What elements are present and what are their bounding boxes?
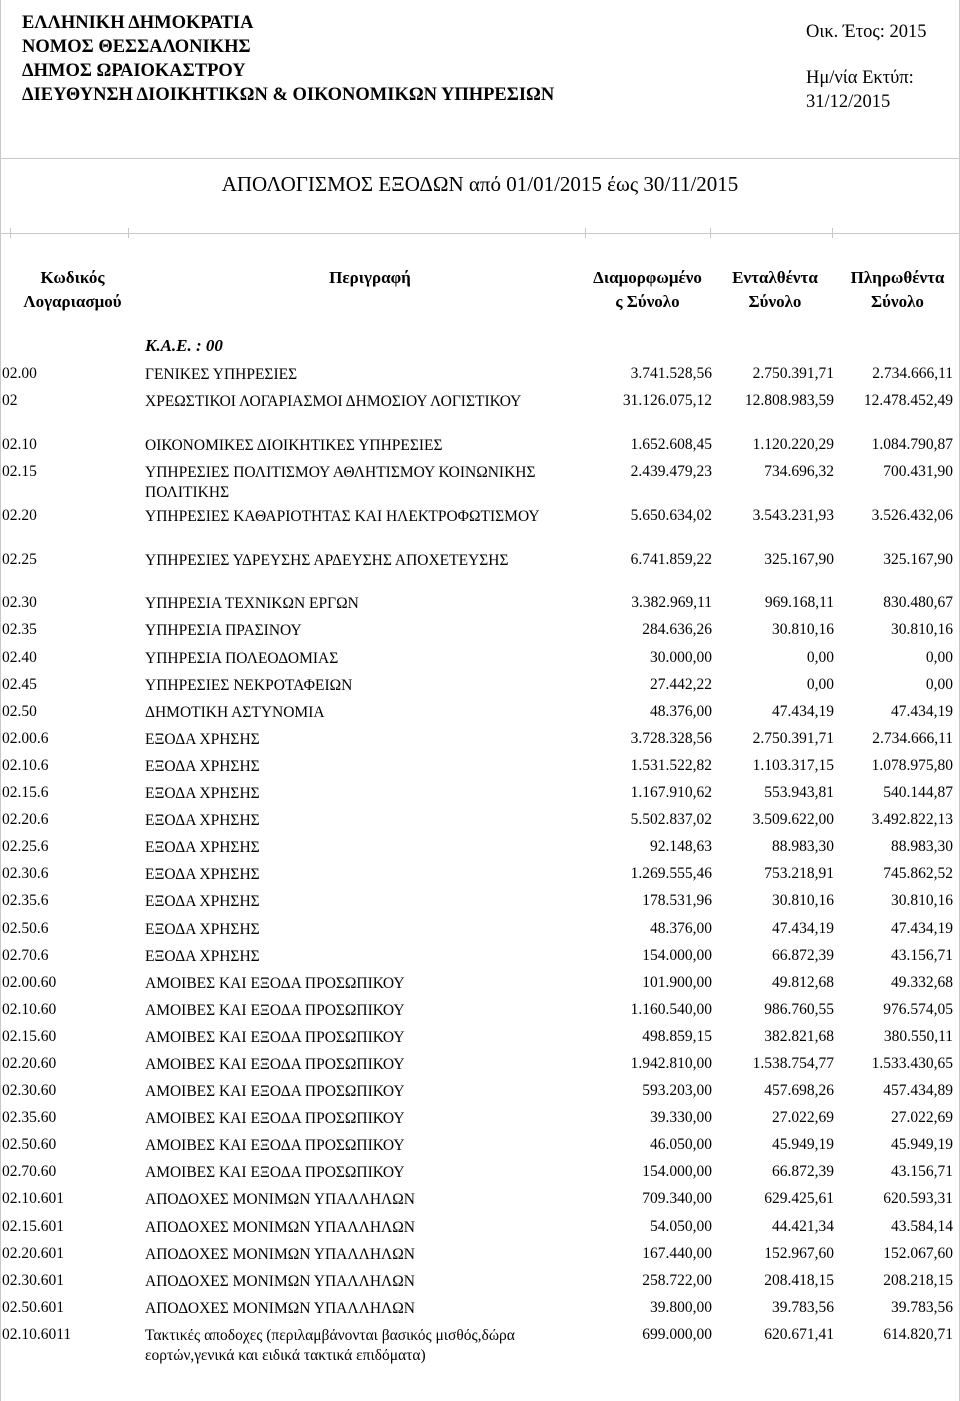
account-description: ΕΞΟΔΑ ΧΡΗΣΗΣ (145, 893, 260, 911)
column-header-shaped (580, 266, 715, 314)
table-row (0, 889, 960, 916)
committed-total: 30.810,16 (772, 621, 834, 639)
account-description: ΕΞΟΔΑ ΧΡΗΣΗΣ (145, 947, 260, 965)
account-code: 02.10.6 (2, 756, 49, 774)
paid-total: 457.434,89 (883, 1082, 953, 1100)
committed-total: 3.543.231,93 (752, 506, 834, 524)
table-row (0, 1269, 960, 1296)
paid-total: 43.584,14 (891, 1217, 953, 1235)
committed-total: 0,00 (806, 675, 834, 693)
account-code: 02.15.60 (2, 1027, 57, 1045)
table-row (0, 591, 960, 618)
shaped-total: 1.652.608,45 (630, 435, 712, 453)
table-row (0, 1242, 960, 1269)
shaped-total: 5.650.634,02 (630, 506, 712, 524)
table-row (0, 808, 960, 835)
shaped-total: 167.440,00 (642, 1244, 712, 1262)
account-code: 02.15.6 (2, 784, 49, 802)
committed-total: 1.120.220,29 (752, 435, 834, 453)
shaped-total: 284.636,26 (642, 621, 712, 639)
committed-total: 47.434,19 (772, 919, 834, 937)
grid-tick (128, 228, 129, 238)
account-code: 02.00.60 (2, 973, 57, 991)
account-code: 02.50 (2, 702, 37, 720)
report-title: ΑΠΟΛΟΓΙΣΜΟΣ ΕΞΟΔΩΝ από 01/01/2015 έως 30/11/2015 (221, 172, 739, 196)
shaped-total: 593.203,00 (642, 1082, 712, 1100)
paid-total: 0,00 (925, 675, 953, 693)
paid-total: 47.434,19 (891, 702, 953, 720)
paid-total: 380.550,11 (883, 1027, 953, 1045)
committed-total: 49.812,68 (772, 973, 834, 991)
table-row (0, 1187, 960, 1214)
paid-total: 620.593,31 (883, 1190, 953, 1208)
issuer-line: ΝΟΜΟΣ ΘΕΣΣΑΛΟΝΙΚΗΣ (22, 37, 251, 57)
committed-total: 1.103.317,15 (752, 756, 834, 774)
shaped-total: 39.800,00 (650, 1298, 712, 1316)
shaped-total: 92.148,63 (650, 838, 712, 856)
shaped-total: 101.900,00 (642, 973, 712, 991)
table-row (0, 971, 960, 998)
shaped-total: 1.942.810,00 (630, 1054, 712, 1072)
account-description: ΔΗΜΟΤΙΚΗ ΑΣΤΥΝΟΜΙΑ (145, 703, 325, 721)
account-code: 02.50.6 (2, 919, 49, 937)
shaped-total: 39.330,00 (650, 1109, 712, 1127)
account-code: 02 (2, 392, 18, 410)
committed-total: 553.943,81 (764, 784, 834, 802)
account-code: 02.20.60 (2, 1054, 57, 1072)
shaped-total: 48.376,00 (650, 919, 712, 937)
shaped-total: 1.160.540,00 (630, 1000, 712, 1018)
account-description: ΑΜΟΙΒΕΣ ΚΑΙ ΕΞΟΔΑ ΠΡΟΣΩΠΙΚΟΥ (145, 1110, 405, 1128)
issuer-line: ΕΛΛΗΝΙΚΗ ΔΗΜΟΚΡΑΤΙΑ (22, 13, 254, 33)
paid-total: 152.067,60 (883, 1244, 953, 1262)
shaped-total: 498.859,15 (642, 1027, 712, 1045)
committed-total: 0,00 (806, 648, 834, 666)
column-header-description (270, 266, 470, 290)
committed-total: 3.509.622,00 (752, 811, 834, 829)
table-row (0, 998, 960, 1025)
account-description: ΕΞΟΔΑ ΧΡΗΣΗΣ (145, 866, 260, 884)
print-date: 31/12/2015 (806, 92, 891, 112)
table-row (0, 944, 960, 971)
column-header-line: Σύνολο (748, 292, 802, 311)
committed-total: 47.434,19 (772, 702, 834, 720)
paid-total: 3.492.822,13 (871, 811, 953, 829)
expense-table (0, 362, 960, 1367)
column-header-line: Πληρωθέντα (850, 268, 945, 287)
account-description: ΑΜΟΙΒΕΣ ΚΑΙ ΕΞΟΔΑ ΠΡΟΣΩΠΙΚΟΥ (145, 1137, 405, 1155)
table-row (0, 504, 960, 548)
shaped-total: 30.000,00 (650, 648, 712, 666)
table-row (0, 460, 960, 504)
table-row (0, 781, 960, 808)
shaped-total: 154.000,00 (642, 1163, 712, 1181)
account-description: ΧΡΕΩΣΤΙΚΟΙ ΛΟΓΑΡΙΑΣΜΟΙ ΔΗΜΟΣΙΟΥ ΛΟΓΙΣΤΙΚΟΥ (145, 393, 522, 411)
account-description: ΥΠΗΡΕΣΙΕΣ ΠΟΛΙΤΙΣΜΟΥ ΑΘΛΗΤΙΣΜΟΥ ΚΟΙΝΩΝΙΚΗΣ ΠΟΛΙΤΙΚΗΣ (145, 463, 536, 501)
committed-total: 620.671,41 (764, 1325, 834, 1343)
account-description: ΕΞΟΔΑ ΧΡΗΣΗΣ (145, 839, 260, 857)
column-header-line: ς Σύνολο (615, 292, 680, 311)
account-description: ΑΜΟΙΒΕΣ ΚΑΙ ΕΞΟΔΑ ΠΡΟΣΩΠΙΚΟΥ (145, 974, 405, 992)
paid-total: 43.156,71 (891, 946, 953, 964)
committed-total: 27.022,69 (772, 1109, 834, 1127)
table-row (0, 618, 960, 645)
account-description: ΑΜΟΙΒΕΣ ΚΑΙ ΕΞΟΔΑ ΠΡΟΣΩΠΙΚΟΥ (145, 1001, 405, 1019)
column-header-committed (715, 266, 835, 314)
account-code: 02.00 (2, 365, 37, 382)
table-row (0, 700, 960, 727)
committed-total: 325.167,90 (764, 550, 834, 568)
issuer-line: ΔΙΕΥΘΥΝΣΗ ΔΙΟΙΚΗΤΙΚΩΝ & ΟΙΚΟΝΟΜΙΚΩΝ ΥΠΗΡΕΣΙΩΝ (22, 85, 555, 105)
paid-total: 1.084.790,87 (871, 435, 953, 453)
account-description: ΕΞΟΔΑ ΧΡΗΣΗΣ (145, 785, 260, 803)
account-code: 02.30.6 (2, 865, 49, 883)
grid-tick (832, 228, 833, 238)
report-meta (806, 20, 927, 114)
account-description: ΕΞΟΔΑ ΧΡΗΣΗΣ (145, 730, 260, 748)
committed-total: 2.750.391,71 (752, 729, 834, 747)
account-code: 02.30.601 (2, 1271, 64, 1289)
account-code: 02.35 (2, 621, 37, 639)
account-description: ΕΞΟΔΑ ΧΡΗΣΗΣ (145, 920, 260, 938)
column-header-line: Λογαριασμού (23, 292, 122, 311)
paid-total: 43.156,71 (891, 1163, 953, 1181)
account-description: ΑΜΟΙΒΕΣ ΚΑΙ ΕΞΟΔΑ ΠΡΟΣΩΠΙΚΟΥ (145, 1055, 405, 1073)
committed-total: 1.538.754,77 (752, 1054, 834, 1072)
account-description: ΥΠΗΡΕΣΙΑ ΤΕΧΝΙΚΩΝ ΕΡΓΩΝ (145, 595, 359, 613)
account-code: 02.10.601 (2, 1190, 64, 1208)
paid-total: 830.480,67 (883, 594, 953, 612)
account-description: ΥΠΗΡΕΣΙΕΣ ΥΔΡΕΥΣΗΣ ΑΡΔΕΥΣΗΣ ΑΠΟΧΕΤΕΥΣΗΣ (145, 551, 509, 569)
account-description: ΑΜΟΙΒΕΣ ΚΑΙ ΕΞΟΔΑ ΠΡΟΣΩΠΙΚΟΥ (145, 1028, 405, 1046)
account-description: ΓΕΝΙΚΕΣ ΥΠΗΡΕΣΙΕΣ (145, 366, 298, 383)
grid-tick (710, 228, 711, 238)
committed-total: 88.983,30 (772, 838, 834, 856)
table-row (0, 1052, 960, 1079)
committed-total: 986.760,55 (764, 1000, 834, 1018)
account-code: 02.15.601 (2, 1217, 64, 1235)
account-description: ΕΞΟΔΑ ΧΡΗΣΗΣ (145, 757, 260, 775)
committed-total: 66.872,39 (772, 946, 834, 964)
shaped-total: 46.050,00 (650, 1136, 712, 1154)
issuer-block (22, 11, 554, 107)
account-description: ΥΠΗΡΕΣΙΕΣ ΚΑΘΑΡΙΟΤΗΤΑΣ ΚΑΙ ΗΛΕΚΤΡΟΦΩΤΙΣΜΟΥ (145, 507, 540, 525)
committed-total: 39.783,56 (772, 1298, 834, 1316)
account-description: Τακτικές αποδοχες (περιλαμβάνονται βασικός μισθός,δώρα εορτών,γενικά και ειδικά τακτικά επιδόματα) (145, 1326, 515, 1364)
account-code: 02.35.60 (2, 1109, 57, 1127)
table-row (0, 835, 960, 862)
paid-total: 1.533.430,65 (871, 1054, 953, 1072)
paid-total: 47.434,19 (891, 919, 953, 937)
account-code: 02.70.6 (2, 946, 49, 964)
paid-total: 45.949,19 (891, 1136, 953, 1154)
title-divider (0, 233, 960, 234)
committed-total: 457.698,26 (764, 1082, 834, 1100)
paid-total: 540.144,87 (883, 784, 953, 802)
committed-total: 734.696,32 (764, 462, 834, 480)
shaped-total: 1.167.910,62 (630, 784, 712, 802)
shaped-total: 2.439.479,23 (630, 462, 712, 480)
account-code: 02.10 (2, 435, 37, 453)
column-header-line: Κωδικός (40, 268, 105, 287)
shaped-total: 1.531.522,82 (630, 756, 712, 774)
account-description: ΟΙΚΟΝΟΜΙΚΕΣ ΔΙΟΙΚΗΤΙΚΕΣ ΥΠΗΡΕΣΙΕΣ (145, 436, 443, 454)
shaped-total: 1.269.555,46 (630, 865, 712, 883)
shaped-total: 6.741.859,22 (630, 550, 712, 568)
account-code: 02.10.6011 (2, 1325, 72, 1343)
committed-total: 969.168,11 (764, 594, 834, 612)
table-row (0, 754, 960, 781)
table-row (0, 673, 960, 700)
account-code: 02.45 (2, 675, 37, 693)
paid-total: 30.810,16 (891, 621, 953, 639)
account-description: ΑΠΟΔΟΧΕΣ ΜΟΝΙΜΩΝ ΥΠΑΛΛΗΛΩΝ (145, 1272, 415, 1290)
committed-total: 30.810,16 (772, 892, 834, 910)
account-code: 02.25 (2, 550, 37, 568)
account-description: ΑΠΟΔΟΧΕΣ ΜΟΝΙΜΩΝ ΥΠΑΛΛΗΛΩΝ (145, 1299, 415, 1317)
account-description: ΑΜΟΙΒΕΣ ΚΑΙ ΕΞΟΔΑ ΠΡΟΣΩΠΙΚΟΥ (145, 1164, 405, 1182)
shaped-total: 31.126.075,12 (622, 392, 712, 410)
table-row (0, 433, 960, 460)
paid-total: 0,00 (925, 648, 953, 666)
account-description: ΕΞΟΔΑ ΧΡΗΣΗΣ (145, 812, 260, 830)
shaped-total: 5.502.837,02 (630, 811, 712, 829)
paid-total: 49.332,68 (891, 973, 953, 991)
table-row (0, 1079, 960, 1106)
paid-total: 208.218,15 (883, 1271, 953, 1289)
account-code: 02.30 (2, 594, 37, 612)
issuer-line: ΔΗΜΟΣ ΩΡΑΙΟΚΑΣΤΡΟΥ (22, 61, 246, 81)
paid-total: 2.734.666,11 (872, 729, 953, 747)
column-header-paid (835, 266, 960, 314)
table-row (0, 548, 960, 592)
shaped-total: 3.728.328,56 (630, 729, 712, 747)
table-row (0, 1296, 960, 1323)
paid-total: 700.431,90 (883, 462, 953, 480)
paid-total: 12.478.452,49 (863, 392, 953, 410)
column-header-line: Σύνολο (871, 292, 924, 311)
column-header-line: Περιγραφή (329, 268, 411, 287)
table-row (0, 362, 960, 389)
paid-total: 2.734.666,11 (872, 365, 953, 382)
committed-total: 44.421,34 (772, 1217, 834, 1235)
account-code: 02.25.6 (2, 838, 49, 856)
committed-total: 45.949,19 (772, 1136, 834, 1154)
paid-total: 30.810,16 (891, 892, 953, 910)
table-row (0, 1160, 960, 1187)
committed-total: 753.218,91 (764, 865, 834, 883)
paid-total: 39.783,56 (891, 1298, 953, 1316)
account-description: ΑΠΟΔΟΧΕΣ ΜΟΝΙΜΩΝ ΥΠΑΛΛΗΛΩΝ (145, 1245, 415, 1263)
print-date-label: Ημ/νία Εκτύπ: (806, 68, 914, 88)
account-code: 02.00.6 (2, 729, 49, 747)
paid-total: 976.574,05 (883, 1000, 953, 1018)
account-code: 02.20.6 (2, 811, 49, 829)
shaped-total: 699.000,00 (642, 1325, 712, 1343)
table-row (0, 862, 960, 889)
shaped-total: 154.000,00 (642, 946, 712, 964)
paid-total: 88.983,30 (891, 838, 953, 856)
header-divider (0, 158, 960, 159)
table-row (0, 917, 960, 944)
account-code: 02.50.601 (2, 1298, 64, 1316)
table-row (0, 1025, 960, 1052)
committed-total: 152.967,60 (764, 1244, 834, 1262)
table-row (0, 1215, 960, 1242)
committed-total: 66.872,39 (772, 1163, 834, 1181)
table-row (0, 1323, 960, 1367)
fiscal-year: Οικ. Έτος: 2015 (806, 22, 927, 42)
account-description: ΥΠΗΡΕΣΙΕΣ ΝΕΚΡΟΤΑΦΕΙΩΝ (145, 676, 353, 694)
account-code: 02.15 (2, 462, 37, 480)
account-code: 02.20 (2, 506, 37, 524)
account-code: 02.70.60 (2, 1163, 57, 1181)
table-row (0, 1106, 960, 1133)
account-code: 02.20.601 (2, 1244, 64, 1262)
column-header-line: Ενταλθέντα (732, 268, 818, 287)
account-code: 02.30.60 (2, 1082, 57, 1100)
table-row (0, 646, 960, 673)
account-code: 02.40 (2, 648, 37, 666)
paid-total: 745.862,52 (883, 865, 953, 883)
table-row (0, 389, 960, 433)
account-description: ΑΜΟΙΒΕΣ ΚΑΙ ΕΞΟΔΑ ΠΡΟΣΩΠΙΚΟΥ (145, 1083, 405, 1101)
grid-tick (585, 228, 586, 238)
account-code: 02.10.60 (2, 1000, 57, 1018)
paid-total: 1.078.975,80 (871, 756, 953, 774)
paid-total: 325.167,90 (883, 550, 953, 568)
account-description: ΥΠΗΡΕΣΙΑ ΠΡΑΣΙΝΟΥ (145, 622, 302, 640)
account-code: 02.35.6 (2, 892, 49, 910)
table-row (0, 1133, 960, 1160)
committed-total: 382.821,68 (764, 1027, 834, 1045)
committed-total: 2.750.391,71 (752, 365, 834, 382)
paid-total: 614.820,71 (883, 1325, 953, 1343)
shaped-total: 258.722,00 (642, 1271, 712, 1289)
paid-total: 3.526.432,06 (871, 506, 953, 524)
shaped-total: 3.741.528,56 (630, 365, 712, 382)
committed-total: 629.425,61 (764, 1190, 834, 1208)
shaped-total: 27.442,22 (650, 675, 712, 693)
committed-total: 12.808.983,59 (744, 392, 834, 410)
shaped-total: 3.382.969,11 (631, 594, 712, 612)
kae-label: Κ.Α.Ε. : 00 (145, 336, 223, 355)
shaped-total: 54.050,00 (650, 1217, 712, 1235)
account-code: 02.50.60 (2, 1136, 57, 1154)
grid-tick (10, 228, 11, 238)
account-description: ΑΠΟΔΟΧΕΣ ΜΟΝΙΜΩΝ ΥΠΑΛΛΗΛΩΝ (145, 1218, 415, 1236)
table-row (0, 727, 960, 754)
committed-total: 208.418,15 (764, 1271, 834, 1289)
account-description: ΥΠΗΡΕΣΙΑ ΠΟΛΕΟΔΟΜΙΑΣ (145, 649, 339, 667)
paid-total: 27.022,69 (891, 1109, 953, 1127)
shaped-total: 709.340,00 (642, 1190, 712, 1208)
column-header-line: Διαμορφωμένο (593, 268, 702, 287)
shaped-total: 178.531,96 (642, 892, 712, 910)
shaped-total: 48.376,00 (650, 702, 712, 720)
column-header-code (0, 266, 145, 314)
account-description: ΑΠΟΔΟΧΕΣ ΜΟΝΙΜΩΝ ΥΠΑΛΛΗΛΩΝ (145, 1191, 415, 1209)
